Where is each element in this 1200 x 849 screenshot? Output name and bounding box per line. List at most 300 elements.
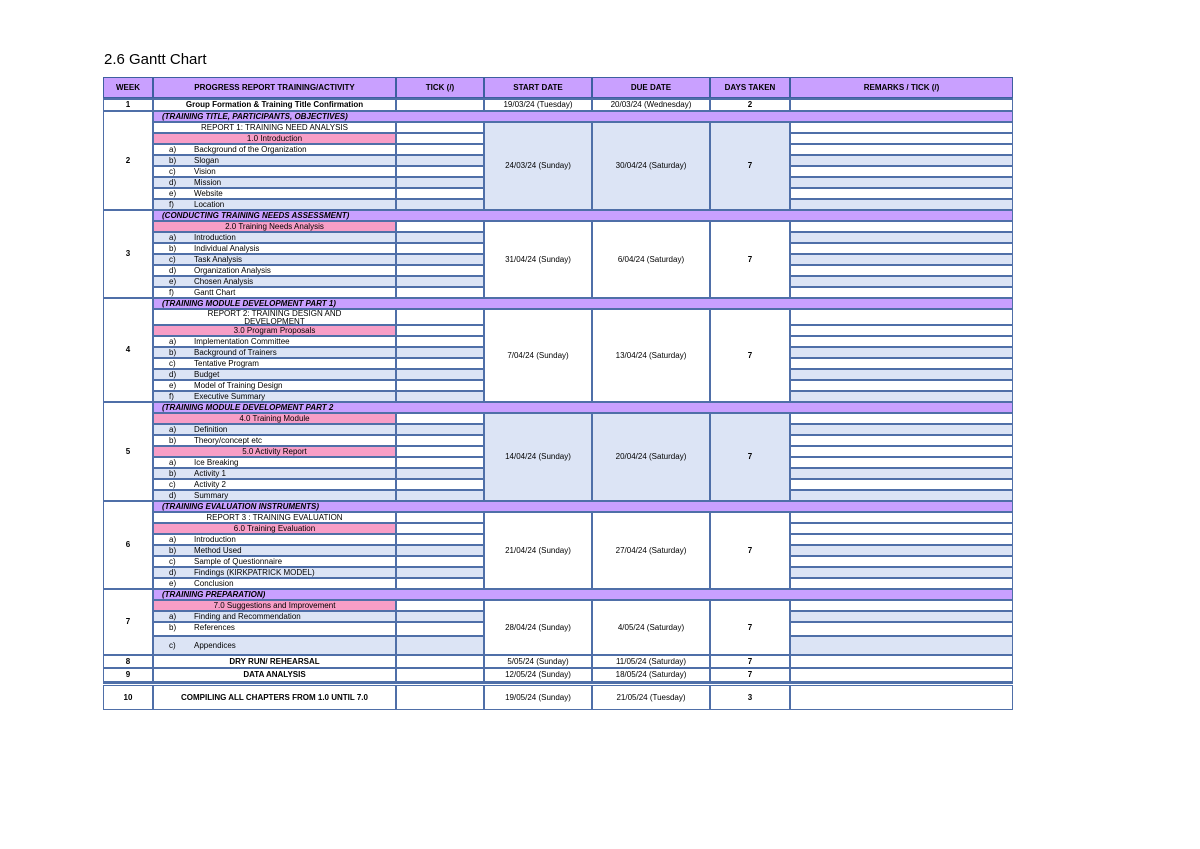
- week-number: 9: [125, 670, 131, 679]
- week-number: 2: [125, 155, 131, 165]
- days-taken-cell: [710, 600, 790, 655]
- remarks-cell[interactable]: [790, 133, 1013, 144]
- due-date-cell: [592, 122, 710, 210]
- tick-checkbox[interactable]: [396, 358, 484, 369]
- header-label: DUE DATE: [630, 82, 672, 92]
- header-start: [484, 77, 592, 98]
- due-date: 13/04/24 (Saturday): [615, 350, 687, 360]
- tick-checkbox[interactable]: [396, 685, 484, 710]
- tick-checkbox[interactable]: [396, 133, 484, 144]
- tick-checkbox[interactable]: [396, 369, 484, 380]
- start-date: 31/04/24 (Sunday): [505, 254, 571, 264]
- remarks-cell[interactable]: [790, 243, 1013, 254]
- start-date-cell: [484, 99, 592, 111]
- item-letter: a): [169, 535, 177, 544]
- remarks-cell[interactable]: [790, 556, 1013, 567]
- start-date: 19/03/24 (Tuesday): [503, 100, 573, 109]
- task-item-cell: [153, 611, 396, 622]
- task-item-cell: [153, 276, 396, 287]
- item-letter: e): [169, 579, 177, 588]
- due-date: 18/05/24 (Saturday): [615, 670, 687, 679]
- item-text: Theory/concept etc: [194, 436, 263, 445]
- item-letter: b): [169, 244, 177, 253]
- days-taken: 7: [747, 161, 753, 170]
- task-item-cell: [153, 166, 396, 177]
- remarks-cell[interactable]: [790, 155, 1013, 166]
- section-heading-row: [153, 298, 1013, 309]
- item-text: Introduction: [194, 535, 236, 544]
- task-item-cell: [153, 254, 396, 265]
- task-item-cell: [153, 155, 396, 166]
- item-text: Background of Trainers: [194, 348, 277, 357]
- week-number-cell: [103, 111, 153, 210]
- subsection-cell: [153, 413, 396, 424]
- item-letter: c): [169, 359, 176, 368]
- remarks-cell[interactable]: [790, 435, 1013, 446]
- start-date: 19/05/24 (Sunday): [505, 692, 571, 702]
- remarks-cell[interactable]: [790, 144, 1013, 155]
- activity-cell: [153, 99, 396, 111]
- remarks-cell[interactable]: [790, 578, 1013, 589]
- header-label: START DATE: [513, 82, 563, 92]
- remarks-cell[interactable]: [790, 166, 1013, 177]
- start-date: 7/04/24 (Sunday): [507, 350, 569, 360]
- item-letter: c): [169, 255, 176, 264]
- week-number: 8: [125, 656, 131, 666]
- tick-checkbox[interactable]: [396, 265, 484, 276]
- remarks-cell[interactable]: [790, 567, 1013, 578]
- week-number-cell: [103, 655, 153, 668]
- activity-text: REPORT 1: TRAINING NEED ANALYSIS: [200, 123, 348, 132]
- start-date-cell: [484, 413, 592, 501]
- remarks-cell[interactable]: [790, 655, 1013, 668]
- activity-cell: [153, 309, 396, 325]
- subsection-cell: [153, 325, 396, 336]
- activity-cell: [153, 685, 396, 710]
- subsection-cell: [153, 600, 396, 611]
- item-text: Introduction: [194, 233, 236, 242]
- tick-checkbox[interactable]: [396, 622, 484, 636]
- week-number-cell: [103, 210, 153, 298]
- section-heading-text: (TRAINING MODULE DEVELOPMENT PART 1): [162, 299, 336, 308]
- tick-checkbox[interactable]: [396, 122, 484, 133]
- remarks-cell[interactable]: [790, 479, 1013, 490]
- task-item-cell: [153, 457, 396, 468]
- tick-checkbox[interactable]: [396, 424, 484, 435]
- tick-checkbox[interactable]: [396, 155, 484, 166]
- task-item-cell: [153, 188, 396, 199]
- item-letter: d): [169, 266, 177, 275]
- remarks-cell[interactable]: [790, 685, 1013, 710]
- item-letter: f): [169, 200, 174, 209]
- tick-checkbox[interactable]: [396, 545, 484, 556]
- tick-checkbox[interactable]: [396, 490, 484, 501]
- task-item-cell: [153, 534, 396, 545]
- remarks-cell[interactable]: [790, 534, 1013, 545]
- tick-checkbox[interactable]: [396, 166, 484, 177]
- days-taken-cell: [710, 221, 790, 298]
- tick-checkbox[interactable]: [396, 567, 484, 578]
- days-taken-cell: [710, 99, 790, 111]
- item-letter: c): [169, 480, 176, 489]
- item-text: Slogan: [194, 156, 219, 165]
- tick-checkbox[interactable]: [396, 391, 484, 402]
- task-item-cell: [153, 177, 396, 188]
- week-number: 3: [125, 249, 131, 258]
- days-taken-cell: [710, 413, 790, 501]
- item-letter: b): [169, 348, 177, 357]
- item-letter: a): [169, 145, 177, 154]
- task-item-cell: [153, 567, 396, 578]
- days-taken: 7: [747, 656, 753, 666]
- start-date-cell: [484, 512, 592, 589]
- start-date-cell: [484, 668, 592, 682]
- week-number: 7: [125, 617, 131, 626]
- task-item-cell: [153, 490, 396, 501]
- item-text: Mission: [194, 178, 222, 187]
- tick-checkbox[interactable]: [396, 232, 484, 243]
- due-date-cell: [592, 99, 710, 111]
- remarks-cell[interactable]: [790, 391, 1013, 402]
- task-item-cell: [153, 358, 396, 369]
- remarks-cell[interactable]: [790, 309, 1013, 325]
- item-text: Executive Summary: [194, 392, 266, 401]
- activity-text: 3.0 Program Proposals: [233, 326, 316, 335]
- tick-checkbox[interactable]: [396, 336, 484, 347]
- task-item-cell: [153, 287, 396, 298]
- remarks-cell[interactable]: [790, 369, 1013, 380]
- remarks-cell[interactable]: [790, 668, 1013, 682]
- subsection-cell: [153, 446, 396, 457]
- days-taken-cell: [710, 655, 790, 668]
- task-item-cell: [153, 545, 396, 556]
- item-text: Budget: [194, 370, 220, 379]
- remarks-cell[interactable]: [790, 600, 1013, 611]
- item-text: Organization Analysis: [194, 266, 271, 275]
- days-taken: 7: [747, 254, 753, 264]
- section-heading-text: (TRAINING PREPARATION): [162, 590, 266, 599]
- item-letter: a): [169, 612, 177, 621]
- tick-checkbox[interactable]: [396, 578, 484, 589]
- task-item-cell: [153, 578, 396, 589]
- header-label: DAYS TAKEN: [724, 82, 776, 92]
- item-letter: b): [169, 623, 177, 632]
- task-item-cell: [153, 199, 396, 210]
- tick-checkbox[interactable]: [396, 188, 484, 199]
- tick-checkbox[interactable]: [396, 177, 484, 188]
- tick-checkbox[interactable]: [396, 276, 484, 287]
- activity-text: 1.0 Introduction: [246, 134, 303, 143]
- remarks-cell[interactable]: [790, 636, 1013, 655]
- remarks-cell[interactable]: [790, 512, 1013, 523]
- week-number: 6: [125, 540, 131, 549]
- tick-checkbox[interactable]: [396, 199, 484, 210]
- task-item-cell: [153, 265, 396, 276]
- days-taken-cell: [710, 512, 790, 589]
- item-text: Activity 2: [194, 480, 227, 489]
- section-heading-row: [153, 111, 1013, 122]
- tick-checkbox[interactable]: [396, 655, 484, 668]
- remarks-cell[interactable]: [790, 177, 1013, 188]
- header-label: WEEK: [116, 82, 140, 92]
- activity-text: 2.0 Training Needs Analysis: [225, 222, 324, 231]
- tick-checkbox[interactable]: [396, 243, 484, 254]
- remarks-cell[interactable]: [790, 424, 1013, 435]
- days-taken: 7: [747, 545, 753, 555]
- week-number-cell: [103, 685, 153, 710]
- tick-checkbox[interactable]: [396, 556, 484, 567]
- header-remarks: [790, 77, 1013, 98]
- report-title: REPORT 2: TRAINING DESIGN AND: [207, 309, 342, 318]
- header-activity: [153, 77, 396, 98]
- section-heading-row: [153, 589, 1013, 600]
- week-number: 10: [123, 692, 133, 702]
- due-date-cell: [592, 512, 710, 589]
- activity-text: DRY RUN/ REHEARSAL: [229, 656, 320, 666]
- activity-text: DATA ANALYSIS: [243, 670, 306, 679]
- activity-cell: [153, 512, 396, 523]
- item-text: Vision: [194, 167, 216, 176]
- start-date-cell: [484, 600, 592, 655]
- activity-text: COMPILING ALL CHAPTERS FROM 1.0 UNTIL 7.0: [181, 692, 368, 702]
- due-date-cell: [592, 413, 710, 501]
- header-label: REMARKS / TICK (/): [863, 82, 940, 92]
- item-letter: a): [169, 337, 177, 346]
- days-taken: 3: [747, 692, 753, 702]
- days-taken-cell: [710, 668, 790, 682]
- item-letter: d): [169, 491, 177, 500]
- item-text: Summary: [194, 491, 229, 500]
- subsection-cell: [153, 133, 396, 144]
- remarks-cell[interactable]: [790, 523, 1013, 534]
- remarks-cell[interactable]: [790, 276, 1013, 287]
- item-letter: a): [169, 425, 177, 434]
- activity-cell: [153, 668, 396, 682]
- remarks-cell[interactable]: [790, 254, 1013, 265]
- activity-text: 6.0 Training Evaluation: [233, 524, 316, 533]
- remarks-cell[interactable]: [790, 545, 1013, 556]
- start-date-cell: [484, 309, 592, 402]
- week-number-cell: [103, 99, 153, 111]
- item-text: Findings (KIRKPATRICK MODEL): [194, 568, 315, 577]
- section-heading-row: [153, 402, 1013, 413]
- tick-checkbox[interactable]: [396, 636, 484, 655]
- item-letter: e): [169, 277, 177, 286]
- item-letter: a): [169, 233, 177, 242]
- due-date: 27/04/24 (Saturday): [615, 545, 687, 555]
- item-text: Background of the Organization: [194, 145, 307, 154]
- start-date: 5/05/24 (Sunday): [507, 656, 569, 666]
- start-date: 21/04/24 (Sunday): [505, 545, 571, 555]
- section-heading-row: [153, 210, 1013, 221]
- start-date: 24/03/24 (Sunday): [505, 161, 571, 170]
- days-taken-cell: [710, 122, 790, 210]
- remarks-cell[interactable]: [790, 199, 1013, 210]
- section-heading-row: [153, 501, 1013, 512]
- tick-checkbox[interactable]: [396, 144, 484, 155]
- task-item-cell: [153, 380, 396, 391]
- item-letter: b): [169, 436, 177, 445]
- tick-checkbox[interactable]: [396, 413, 484, 424]
- tick-checkbox[interactable]: [396, 512, 484, 523]
- activity-text: 4.0 Training Module: [239, 414, 310, 423]
- start-date: 28/04/24 (Sunday): [505, 622, 571, 632]
- item-text: Chosen Analysis: [194, 277, 254, 286]
- header-label: PROGRESS REPORT TRAINING/ACTIVITY: [194, 82, 355, 92]
- task-item-cell: [153, 391, 396, 402]
- start-date-cell: [484, 685, 592, 710]
- days-taken: 7: [747, 452, 753, 461]
- week-number-cell: [103, 402, 153, 501]
- remarks-cell[interactable]: [790, 490, 1013, 501]
- item-letter: d): [169, 370, 177, 379]
- remarks-cell[interactable]: [790, 188, 1013, 199]
- item-letter: e): [169, 381, 177, 390]
- item-text: Model of Training Design: [194, 381, 283, 390]
- tick-checkbox[interactable]: [396, 221, 484, 232]
- remarks-cell[interactable]: [790, 446, 1013, 457]
- activity-text: 7.0 Suggestions and Improvement: [213, 601, 336, 610]
- start-date: 14/04/24 (Sunday): [505, 452, 571, 461]
- tick-checkbox[interactable]: [396, 534, 484, 545]
- remarks-cell[interactable]: [790, 336, 1013, 347]
- days-taken: 7: [747, 670, 753, 679]
- header-days: [710, 77, 790, 98]
- start-date: 12/05/24 (Sunday): [505, 670, 571, 679]
- remarks-cell[interactable]: [790, 380, 1013, 391]
- task-item-cell: [153, 336, 396, 347]
- days-taken: 7: [747, 350, 753, 360]
- due-date: 20/03/24 (Wednesday): [610, 100, 692, 109]
- activity-text: 5.0 Activity Report: [242, 447, 307, 456]
- item-text: Method Used: [194, 546, 242, 555]
- tick-checkbox[interactable]: [396, 446, 484, 457]
- page-title: 2.6 Gantt Chart: [104, 51, 207, 68]
- task-item-cell: [153, 369, 396, 380]
- item-text: Finding and Recommendation: [194, 612, 301, 621]
- due-date-cell: [592, 309, 710, 402]
- tick-checkbox[interactable]: [396, 479, 484, 490]
- due-date: 20/04/24 (Saturday): [615, 452, 687, 461]
- item-text: Appendices: [194, 641, 236, 650]
- due-date: 6/04/24 (Saturday): [617, 254, 685, 264]
- subsection-cell: [153, 523, 396, 534]
- item-text: Definition: [194, 425, 228, 434]
- remarks-cell[interactable]: [790, 468, 1013, 479]
- tick-checkbox[interactable]: [396, 435, 484, 446]
- activity-cell: [153, 655, 396, 668]
- remarks-cell[interactable]: [790, 265, 1013, 276]
- remarks-cell[interactable]: [790, 358, 1013, 369]
- subsection-cell: [153, 221, 396, 232]
- week-number: 1: [125, 100, 131, 109]
- remarks-cell[interactable]: [790, 457, 1013, 468]
- divider: [103, 682, 1013, 684]
- task-item-cell: [153, 347, 396, 358]
- item-letter: f): [169, 288, 174, 297]
- task-item-cell: [153, 243, 396, 254]
- week-number-cell: [103, 501, 153, 589]
- header-week: [103, 77, 153, 98]
- section-heading-text: (TRAINING TITLE, PARTICIPANTS, OBJECTIVES): [162, 112, 348, 121]
- remarks-cell[interactable]: [790, 99, 1013, 111]
- item-letter: c): [169, 557, 176, 566]
- tick-checkbox[interactable]: [396, 325, 484, 336]
- remarks-cell[interactable]: [790, 325, 1013, 336]
- due-date: 4/05/24 (Saturday): [617, 622, 685, 632]
- remarks-cell[interactable]: [790, 122, 1013, 133]
- tick-checkbox[interactable]: [396, 309, 484, 325]
- item-letter: a): [169, 458, 177, 467]
- tick-checkbox[interactable]: [396, 611, 484, 622]
- tick-checkbox[interactable]: [396, 347, 484, 358]
- remarks-cell[interactable]: [790, 232, 1013, 243]
- item-text: Tentative Program: [194, 359, 259, 368]
- due-date: 30/04/24 (Saturday): [615, 161, 687, 170]
- due-date-cell: [592, 668, 710, 682]
- header-due: [592, 77, 710, 98]
- task-item-cell: [153, 468, 396, 479]
- item-letter: c): [169, 641, 176, 650]
- header-tick: [396, 77, 484, 98]
- item-letter: b): [169, 546, 177, 555]
- days-taken-cell: [710, 309, 790, 402]
- days-taken-cell: [710, 685, 790, 710]
- tick-checkbox[interactable]: [396, 600, 484, 611]
- remarks-cell[interactable]: [790, 287, 1013, 298]
- tick-checkbox[interactable]: [396, 254, 484, 265]
- task-item-cell: [153, 232, 396, 243]
- task-item-cell: [153, 144, 396, 155]
- item-text: Task Analysis: [194, 255, 243, 264]
- tick-checkbox[interactable]: [396, 99, 484, 111]
- remarks-cell[interactable]: [790, 611, 1013, 622]
- tick-checkbox[interactable]: [396, 668, 484, 682]
- due-date-cell: [592, 221, 710, 298]
- start-date-cell: [484, 655, 592, 668]
- tick-checkbox[interactable]: [396, 468, 484, 479]
- remarks-cell[interactable]: [790, 347, 1013, 358]
- remarks-cell[interactable]: [790, 221, 1013, 232]
- item-text: Gantt Chart: [194, 288, 236, 297]
- item-text: Website: [194, 189, 223, 198]
- remarks-cell[interactable]: [790, 413, 1013, 424]
- item-letter: b): [169, 156, 177, 165]
- task-item-cell: [153, 636, 396, 655]
- activity-cell: [153, 122, 396, 133]
- activity-text: Group Formation & Training Title Confirmation: [185, 100, 364, 109]
- item-text: Individual Analysis: [194, 244, 260, 253]
- item-text: Implementation Committee: [194, 337, 290, 346]
- task-item-cell: [153, 479, 396, 490]
- tick-checkbox[interactable]: [396, 380, 484, 391]
- tick-checkbox[interactable]: [396, 287, 484, 298]
- remarks-cell[interactable]: [790, 622, 1013, 636]
- tick-checkbox[interactable]: [396, 523, 484, 534]
- task-item-cell: [153, 435, 396, 446]
- item-letter: f): [169, 392, 174, 401]
- header-label: TICK (/): [425, 82, 455, 92]
- days-taken: 2: [747, 100, 753, 109]
- due-date-cell: [592, 685, 710, 710]
- item-letter: d): [169, 568, 177, 577]
- item-text: References: [194, 623, 235, 632]
- due-date: 11/05/24 (Saturday): [615, 656, 687, 666]
- item-text: Conclusion: [194, 579, 234, 588]
- task-item-cell: [153, 424, 396, 435]
- tick-checkbox[interactable]: [396, 457, 484, 468]
- week-number: 5: [125, 446, 131, 456]
